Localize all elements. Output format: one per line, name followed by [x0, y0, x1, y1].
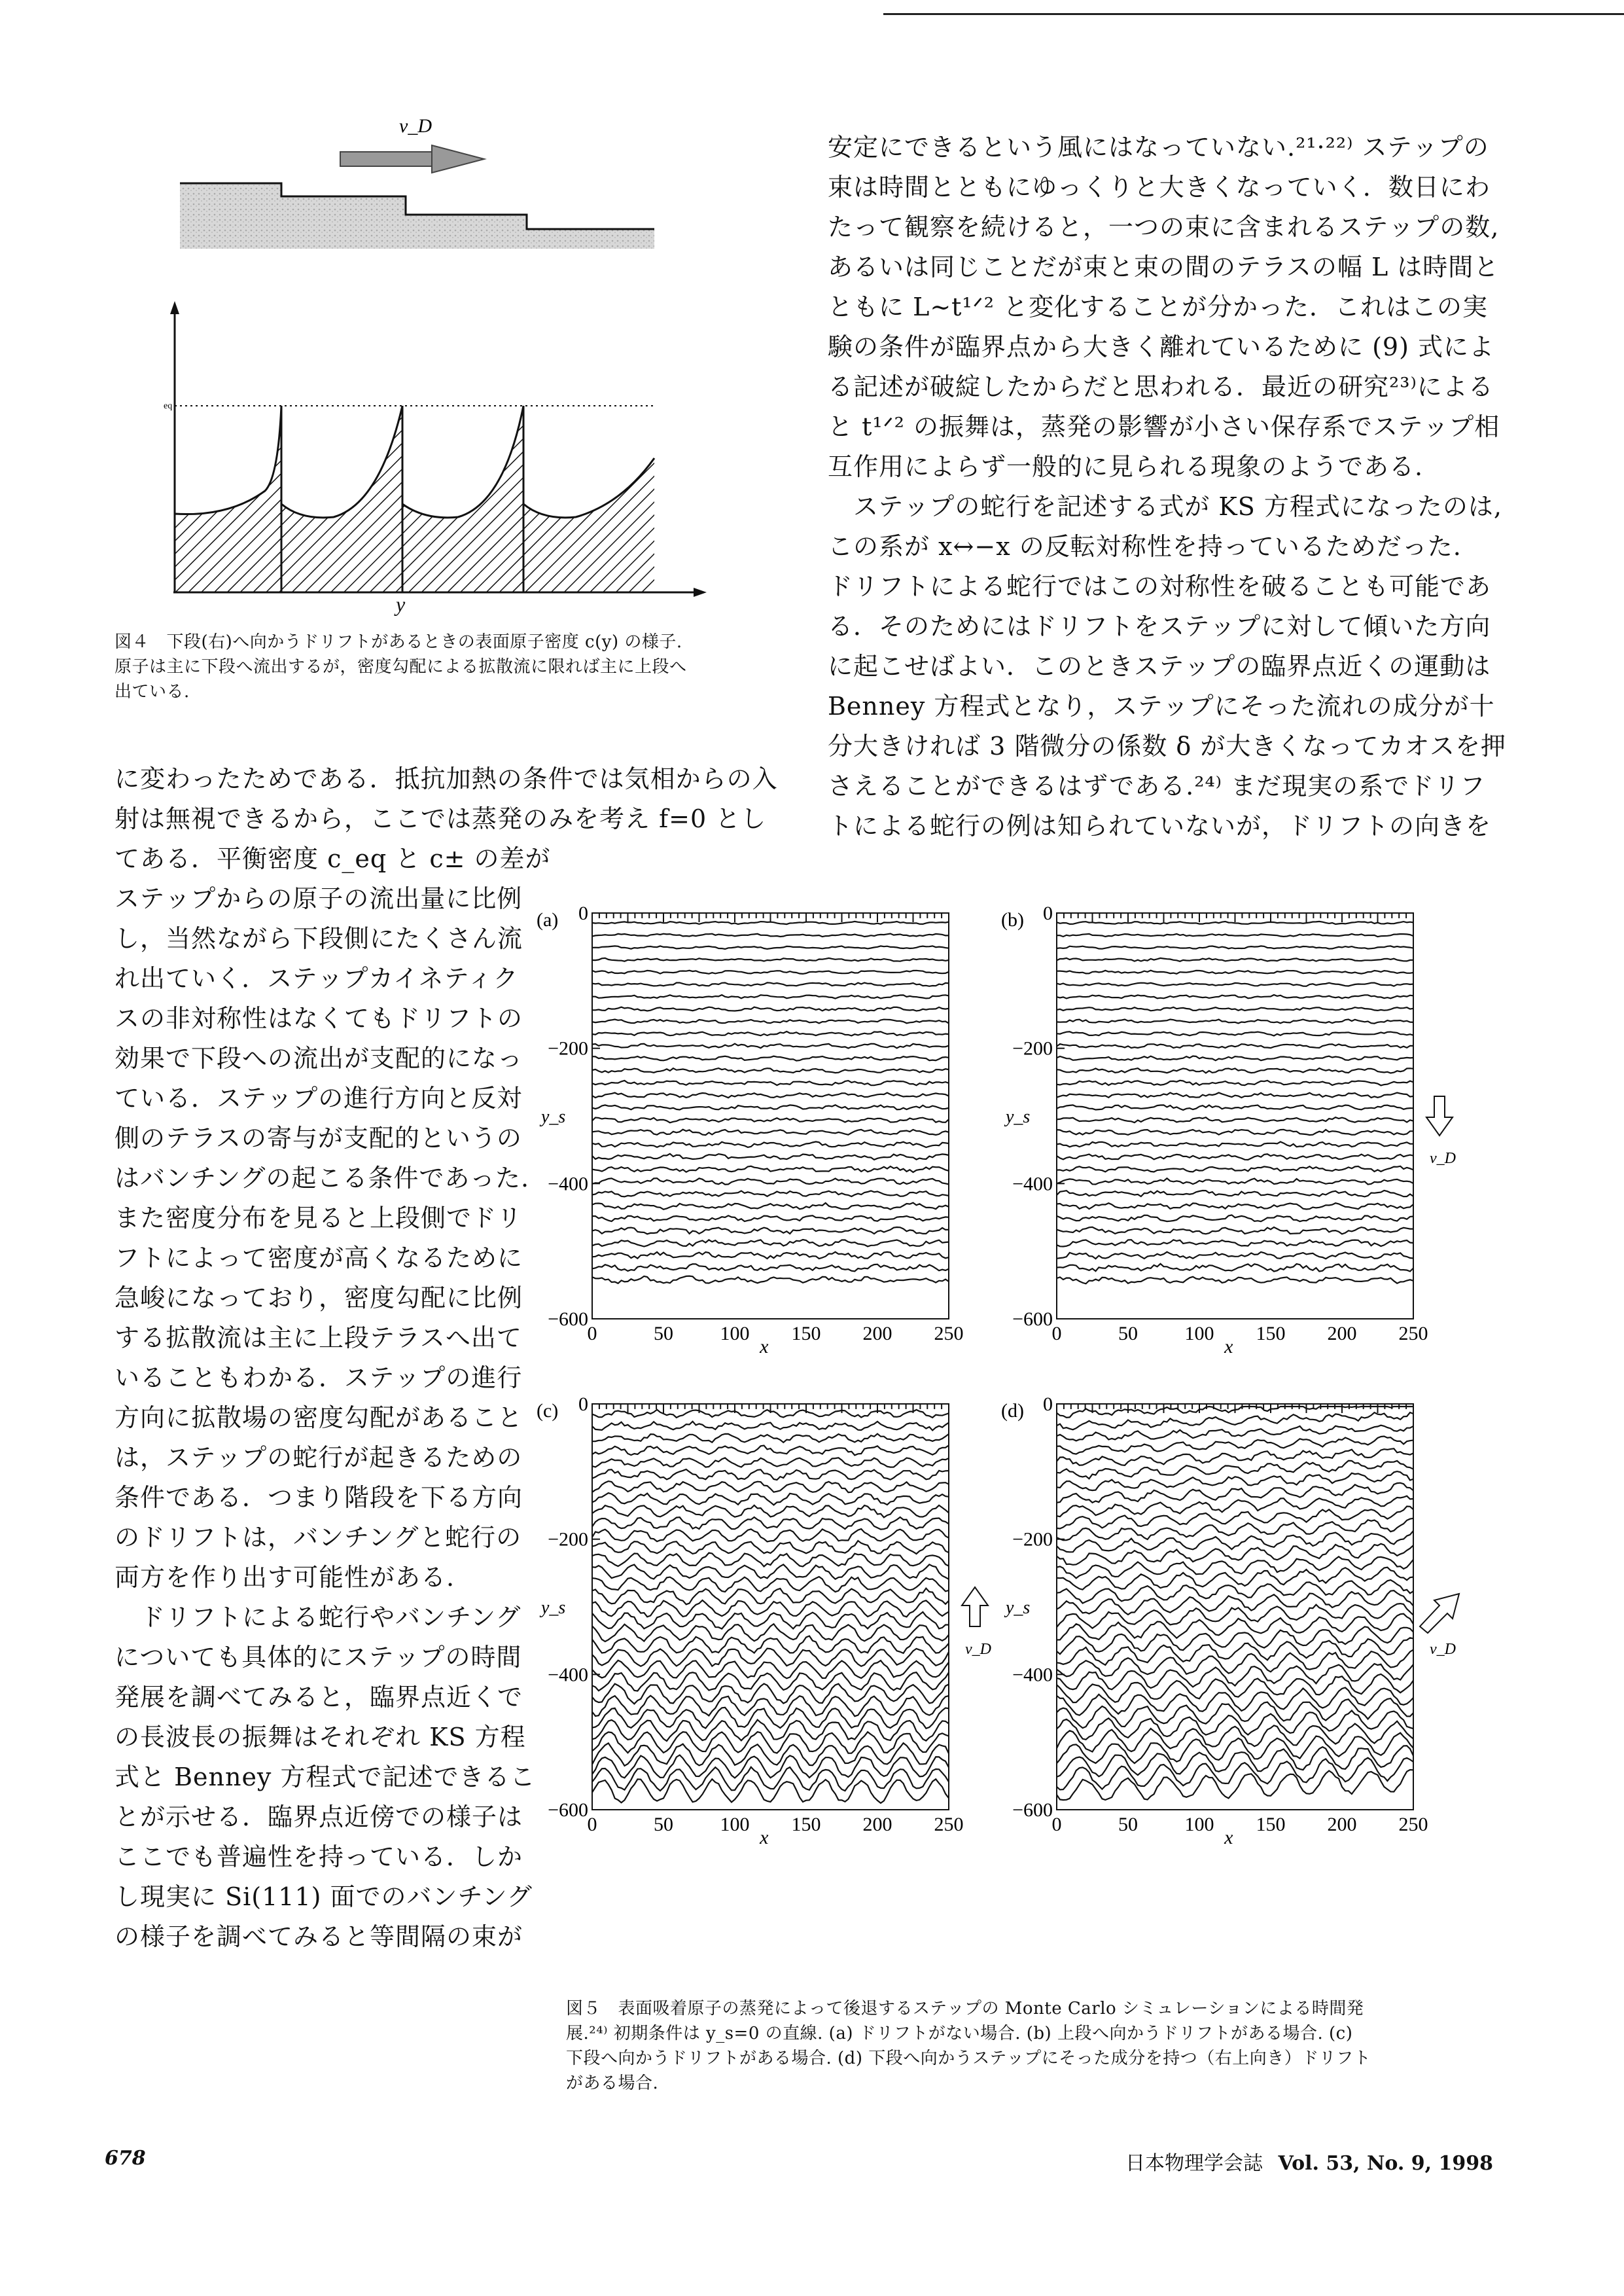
fig4-vd-label: v_D [399, 115, 432, 137]
page-number: 678 [105, 2147, 146, 2170]
text-line: の長波長の振舞はそれぞれ KS 方程 [115, 1723, 526, 1751]
step-line [592, 1672, 949, 1691]
text-line: 側のテラスの寄与が支配的というの [115, 1124, 522, 1153]
step-line [1057, 1568, 1413, 1590]
drift-arrow-icon [1426, 1096, 1456, 1167]
step-line [592, 1434, 949, 1443]
text-line: し現実に Si(111) 面でのバンチング [115, 1882, 533, 1911]
step-surface [180, 183, 654, 249]
drift-arrow-icon [962, 1587, 991, 1658]
step-line [1057, 1277, 1413, 1284]
text-line: てある．平衡密度 c_eq と c± の差が [115, 844, 551, 873]
step-line [592, 1469, 949, 1480]
text-line: 両方を作り出す可能性がある. [115, 1563, 455, 1592]
step-line [592, 1191, 949, 1196]
x-tick-label: 0 [587, 1323, 597, 1344]
x-tick-label: 250 [1398, 1323, 1428, 1344]
panel-b [1001, 903, 1456, 1357]
y-tick-label: −600 [548, 1308, 588, 1330]
text-line: は，ステップの蛇行が起きるための [115, 1443, 523, 1472]
step-line [1057, 1770, 1413, 1800]
step-line [592, 1541, 949, 1554]
step-line [1057, 1056, 1413, 1061]
text-line: Benney 方程式となり，ステップにそった流れの成分が十 [828, 692, 1495, 721]
y-tick-label: −600 [548, 1799, 588, 1821]
step-line [592, 1588, 949, 1605]
text-line: し，当然ながら下段側にたくさん流 [115, 924, 523, 953]
x-tick-label: 200 [1327, 1814, 1357, 1835]
step-line [592, 1154, 949, 1160]
step-line [1057, 1518, 1413, 1541]
step-line [1057, 1664, 1413, 1689]
y-tick-label: −400 [548, 1664, 588, 1686]
panel-label: (b) [1001, 909, 1024, 931]
text-line: ている．ステップの進行方向と反対 [115, 1084, 523, 1113]
step-line [1057, 958, 1413, 961]
step-line [1057, 1081, 1413, 1086]
y-tick-label: −200 [548, 1037, 588, 1060]
step-line [592, 1493, 949, 1505]
text-line: に変わったためである．抵抗加熱の条件では気相からの入 [115, 764, 778, 793]
caption-line: 展.²⁴⁾ 初期条件は y_s=0 の直線. (a) ドリフトがない場合. (b) 上段へ向かうドリフトがある場合. (c) [566, 2024, 1353, 2043]
step-line [1057, 1007, 1413, 1011]
text-line: はバンチングの起こる条件であった. [115, 1164, 530, 1193]
step-line [592, 1166, 949, 1172]
text-line: 効果で下段への流出が支配的になっ [115, 1044, 523, 1073]
step-line [1057, 1604, 1413, 1628]
text-line: 互作用によらず一般的に見られる現象のようである. [828, 452, 1424, 481]
step-line [592, 1130, 949, 1135]
x-tick-label: 0 [587, 1814, 597, 1835]
text-line: る記述が破綻したからだと思われる．最近の研究²³⁾による [828, 372, 1494, 401]
step-line [1057, 1191, 1413, 1197]
step-line [1057, 983, 1413, 986]
x-axis-label: x [760, 1827, 769, 1848]
step-line [592, 922, 949, 924]
caption-line: 図５ 表面吸着原子の蒸発によって後退するステップの Monte Carlo シミュレーションによる時間発 [566, 1999, 1364, 2018]
x-tick-label: 50 [1118, 1814, 1138, 1835]
step-line [592, 934, 949, 937]
text-line: と t¹ᐟ² の振舞は，蒸発の影響が小さい保存系でステップ相 [828, 412, 1500, 441]
step-line [1057, 1426, 1413, 1441]
step-line [592, 1505, 949, 1518]
text-line: ドリフトによる蛇行ではこの対称性を破ることも可能であ [828, 572, 1492, 601]
step-line [1057, 1227, 1413, 1234]
figure-5 [533, 900, 1489, 1986]
x-tick-label: 250 [1398, 1814, 1428, 1835]
top-rule [883, 13, 1624, 15]
x-tick-label: 50 [1118, 1323, 1138, 1344]
step-line [592, 1105, 949, 1109]
step-line [1057, 1650, 1413, 1677]
y-tick-label: −200 [548, 1528, 588, 1551]
y-tick-label: −400 [1012, 1664, 1053, 1686]
step-line [592, 1696, 949, 1716]
x-axis-label: x [1224, 1827, 1233, 1848]
step-line [1057, 1215, 1413, 1221]
text-line: ともに L∼t¹ᐟ² と変化することが分かった．これはこの実 [828, 293, 1489, 321]
step-line [592, 1203, 949, 1210]
step-line [592, 958, 949, 961]
x-axis-label: x [1224, 1336, 1233, 1357]
step-line [592, 1458, 949, 1467]
caption-line: がある場合. [566, 2073, 659, 2093]
x-tick-label: 200 [1327, 1323, 1357, 1344]
step-line [592, 1044, 949, 1049]
vd-label: v_D [1430, 1150, 1456, 1167]
step-line [592, 1215, 949, 1221]
x-tick-label: 100 [720, 1814, 750, 1835]
step-line [592, 1141, 949, 1147]
text-line: ドリフトによる蛇行やバンチング [115, 1603, 521, 1632]
caption-line: 出ている. [115, 682, 190, 702]
text-line: についても具体的にステップの時間 [115, 1643, 522, 1672]
figure-4-caption [115, 630, 687, 704]
y-axis-label: y_s [541, 1598, 566, 1618]
step-line [592, 1081, 949, 1085]
panel-d [1001, 1393, 1459, 1848]
text-line: たって観察を続けると，一つの束に含まれるステップの数, [828, 213, 1500, 242]
step-line [592, 1020, 949, 1024]
text-line: ここでも普遍性を持っている．しか [115, 1842, 523, 1871]
step-line [592, 1481, 949, 1492]
text-line: また密度分布を見ると上段側でドリ [115, 1204, 523, 1232]
text-line: いることもわかる．ステップの進行 [115, 1363, 523, 1392]
journal-volume: Vol. 53, No. 9, 1998 [1278, 2152, 1494, 2175]
text-line: 験の条件が臨界点から大きく離れているために (9) 式によ [828, 332, 1494, 361]
step-line [1057, 1264, 1413, 1272]
x-tick-label: 200 [862, 1323, 892, 1344]
x-tick-label: 50 [654, 1323, 673, 1344]
step-line [1057, 995, 1413, 999]
panel-label: (a) [537, 909, 559, 931]
step-line [592, 1252, 949, 1259]
panel-c [537, 1393, 991, 1848]
step-line [1057, 1020, 1413, 1024]
vd-label: v_D [965, 1641, 991, 1658]
step-line [1057, 1093, 1413, 1098]
step-line [592, 1227, 949, 1234]
step-line [592, 1445, 949, 1455]
y-tick-label: 0 [1043, 1393, 1053, 1415]
step-line [1057, 946, 1413, 948]
text-line: 条件である．つまり階段を下る方向 [115, 1483, 523, 1512]
step-line [1057, 1626, 1413, 1654]
y-tick-label: 0 [1043, 903, 1053, 924]
text-line: 方向に拡散場の密度勾配があること [115, 1403, 523, 1432]
step-line [592, 946, 949, 949]
x-tick-label: 150 [1256, 1323, 1286, 1344]
right-column [828, 128, 1506, 846]
text-line: る．そのためにはドリフトをステップに対して傾いた方向 [828, 612, 1491, 641]
y-tick-label: −400 [548, 1173, 588, 1195]
step-line [1057, 1471, 1413, 1490]
text-line: トによる蛇行の例は知られていないが，ドリフトの向きを [828, 812, 1492, 840]
x-tick-label: 200 [862, 1814, 892, 1835]
x-tick-label: 150 [791, 1814, 821, 1835]
step-line [592, 1755, 949, 1778]
text-line: の様子を調べてみると等間隔の束が [115, 1922, 523, 1951]
text-line: スの非対称性はなくてもドリフトの [115, 1004, 523, 1033]
x-tick-label: 250 [934, 1323, 964, 1344]
y-tick-label: −200 [1012, 1528, 1053, 1551]
step-line [592, 1553, 949, 1567]
step-line [1057, 1178, 1413, 1184]
step-line [1057, 1698, 1413, 1728]
y-axis-label: y_s [541, 1107, 566, 1127]
step-line [592, 1031, 949, 1035]
y-axis-label: y_s [1006, 1107, 1031, 1127]
step-line [1057, 971, 1413, 974]
x-axis-label: x [760, 1336, 769, 1357]
caption-line: 図４ 下段(右)へ向かうドリフトがあるときの表面原子密度 c(y) の様子. [115, 632, 682, 652]
y-axis-label: y_s [1006, 1598, 1031, 1618]
step-line [1057, 1483, 1413, 1503]
step-line [1057, 934, 1413, 937]
text-line: ステップからの原子の流出量に比例 [115, 884, 523, 913]
step-line [1057, 1154, 1413, 1160]
step-line [592, 1007, 949, 1011]
x-tick-label: 250 [934, 1814, 964, 1835]
text-line: とが示せる．臨界点近傍での様子は [115, 1803, 523, 1831]
text-line: 発展を調べてみると，臨界点近くで [115, 1683, 523, 1712]
text-line: 安定にできるという風にはなっていない.²¹·²²⁾ ステップの [828, 133, 1489, 162]
step-line [1057, 1252, 1413, 1259]
step-line [1057, 1044, 1413, 1048]
step-line [1057, 1240, 1413, 1246]
step-line [592, 971, 949, 974]
fig4-eq-label: eq [164, 401, 173, 411]
text-line: のドリフトは，バンチングと蛇行の [115, 1523, 522, 1552]
text-line: 射は無視できるから，ここでは蒸発のみを考え f=0 とし [115, 804, 767, 833]
left-column-top [115, 759, 778, 839]
step-line [592, 1240, 949, 1247]
text-line: 急峻になっており，密度勾配に比例 [115, 1283, 523, 1312]
x-tick-label: 100 [720, 1323, 750, 1344]
text-line: 分大きければ 3 階微分の係数 δ が大きくなってカオスを押 [828, 732, 1506, 761]
step-line [592, 1276, 949, 1283]
step-line [592, 1068, 949, 1073]
journal-name: 日本物理学会誌 [1125, 2152, 1263, 2175]
step-line [592, 1708, 949, 1729]
step-line [592, 1517, 949, 1530]
step-line [592, 1732, 949, 1753]
step-line [1057, 1117, 1413, 1122]
drift-arrow-icon [340, 145, 484, 173]
step-line [592, 1264, 949, 1271]
step-line [1057, 1448, 1413, 1465]
step-line [1057, 1638, 1413, 1665]
step-line [592, 1779, 949, 1803]
left-column-narrow [115, 839, 551, 1957]
step-line [592, 982, 949, 986]
text-line: あるいは同じことだが束と束の間のテラスの幅 L は時間と [828, 253, 1500, 281]
step-line [592, 1564, 949, 1579]
figure-4 [150, 98, 713, 616]
text-line: れ出ていく．ステップカイネティク [115, 964, 519, 993]
figure-5-panels [533, 900, 1489, 1986]
panel-label: (c) [537, 1400, 559, 1422]
step-line [592, 995, 949, 999]
vd-label: v_D [1430, 1641, 1456, 1658]
step-line [1057, 1556, 1413, 1578]
step-line [592, 1720, 949, 1741]
step-line [592, 1577, 949, 1592]
step-line [592, 1056, 949, 1061]
figure-4-plot [150, 98, 713, 609]
step-line [592, 1093, 949, 1098]
y-tick-label: 0 [578, 1393, 588, 1415]
text-line: 式と Benney 方程式で記述できるこ [115, 1763, 536, 1791]
step-line [1057, 1203, 1413, 1209]
step-line [592, 1118, 949, 1123]
step-line [1057, 1142, 1413, 1147]
text-line: さえることができるはずである.²⁴⁾ まだ現実の系でドリフ [828, 772, 1486, 800]
panel-a [537, 903, 964, 1357]
y-tick-label: 0 [578, 903, 588, 924]
step-line [592, 1178, 949, 1185]
text-line: ステップの蛇行を記述する式が KS 方程式になったのは, [828, 492, 1502, 521]
x-tick-label: 100 [1184, 1323, 1214, 1344]
step-line [1057, 1068, 1413, 1073]
step-line [1057, 1130, 1413, 1135]
text-line: する拡散流は主に上段テラスへ出て [115, 1323, 522, 1352]
step-line [592, 1529, 949, 1541]
density-profile [175, 406, 654, 592]
step-line [1057, 1461, 1413, 1479]
step-line [1057, 1166, 1413, 1172]
x-tick-label: 0 [1051, 1814, 1062, 1835]
y-tick-label: −400 [1012, 1173, 1053, 1195]
step-line [1057, 1105, 1413, 1110]
caption-line: 下段へ向かうドリフトがある場合. (d) 下段へ向かうステップにそった成分を持つ（右上向き）ドリフト [566, 2049, 1371, 2068]
x-tick-label: 100 [1184, 1814, 1214, 1835]
caption-line: 原子は主に下段へ流出するが，密度勾配による拡散流に限れば主に上段へ [115, 657, 687, 677]
text-line: この系が x↔−x の反転対称性を持っているためだった. [828, 532, 1462, 561]
drift-arrow-icon [1420, 1594, 1459, 1658]
x-tick-label: 150 [791, 1323, 821, 1344]
figure-5-caption [566, 1996, 1371, 2096]
x-tick-label: 50 [654, 1814, 673, 1835]
panel-label: (d) [1001, 1400, 1024, 1422]
y-tick-label: −600 [1012, 1308, 1053, 1330]
y-tick-label: −200 [1012, 1037, 1053, 1060]
text-line: 束は時間とともにゆっくりと大きくなっていく．数日にわ [828, 173, 1491, 202]
step-line [1057, 1590, 1413, 1615]
step-line [592, 1422, 949, 1431]
y-tick-label: −600 [1012, 1799, 1053, 1821]
step-line [1057, 1031, 1413, 1035]
x-tick-label: 150 [1256, 1814, 1286, 1835]
text-line: フトによって密度が高くなるために [115, 1244, 523, 1272]
text-line: に起こせばよい．このときステップの臨界点近くの運動は [828, 652, 1491, 681]
x-tick-label: 0 [1051, 1323, 1062, 1344]
journal-footer [1125, 2147, 1493, 2176]
fig4-y-label: y [396, 592, 406, 616]
